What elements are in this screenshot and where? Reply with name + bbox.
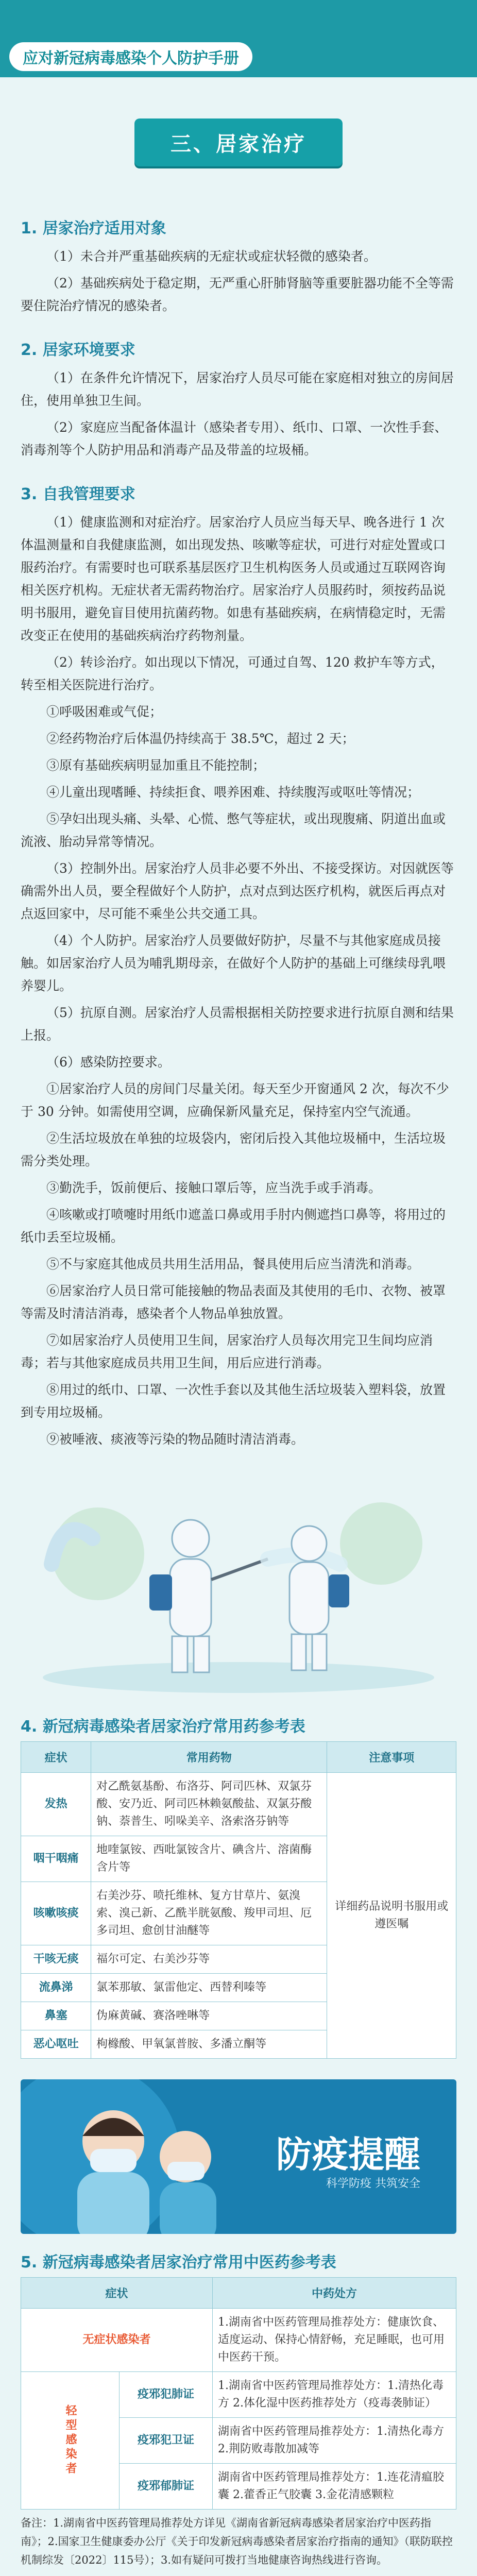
symptom-cell: 疫邪郁肺证 — [120, 2464, 213, 2510]
symptom-cell: 干咳无痰 — [21, 1945, 91, 1974]
top-banner — [0, 0, 477, 77]
paragraph: （2）基础疾病处于稳定期，无严重心肝肺肾脑等重要脏器功能不全等需要住院治疗情况的感染者。 — [21, 276, 454, 313]
paragraph: （1）在条件允许情况下，居家治疗人员尽可能在家庭相对独立的房间居住，使用单独卫生间。 — [21, 370, 454, 408]
disinfection-workers-image — [21, 1461, 456, 1698]
medicine-table — [21, 1741, 456, 2059]
section-title: 三、居家治疗 — [134, 118, 343, 166]
paragraph: （5）抗原自测。居家治疗人员需根据相关防控要求进行抗原自测和结果上报。 — [21, 1005, 454, 1043]
drug-cell: 枸橼酸、甲氧氯普胺、多潘立酮等 — [91, 2030, 327, 2059]
drug-cell: 福尔可定、右美沙芬等 — [91, 1945, 327, 1974]
drug-cell: 氯苯那敏、氯雷他定、西替利嗪等 — [91, 1974, 327, 2002]
heading-tcm-table: 5. 新冠病毒感染者居家治疗常用中医药参考表 — [21, 2253, 336, 2272]
col-header-drug: 常用药物 — [91, 1742, 327, 1773]
list-item: ⑤孕妇出现头痛、头晕、心慌、憋气等症状，或出现腹痛、阴道出血或流液、胎动异常等情况。 — [21, 811, 446, 849]
symptom-cell: 恶心呕吐 — [21, 2030, 91, 2059]
symptom-cell: 无症状感染者 — [21, 2309, 213, 2372]
list-item: ①居家治疗人员的房间门尽量关闭。每天至少开窗通风 2 次，每次不少于 30 分钟。如需使用空调，应确保新风量充足，保持室内空气流通。 — [21, 1081, 449, 1119]
manual-title-pill — [9, 42, 252, 71]
drug-cell: 右美沙芬、喷托维林、复方甘草片、氨溴索、溴己新、乙酰半胱氨酸、羧甲司坦、厄多司坦、愈创甘油醚等 — [91, 1882, 327, 1945]
list-item: ④儿童出现嗜睡、持续拒食、喂养困难、持续腹泻或呕吐等情况； — [46, 785, 420, 800]
drug-cell: 伪麻黄碱、赛洛唑啉等 — [91, 2002, 327, 2030]
table-footnote: 备注：1.湖南省中医药管理局推荐处方详见《湖南省新冠病毒感染者居家治疗中医药指南》；2.国家卫生健康委办公厅《关于印发新冠病毒感染者居家治疗指南的通知》（联防联控机制综发〔2022〕115号）；3.如有疑问可拨打当地健康咨询热线进行咨询。 — [21, 2517, 453, 2566]
category-cell: 轻型感染者 — [21, 2372, 120, 2510]
paragraph: （1）健康监测和对症治疗。居家治疗人员应当每天早、晚各进行 1 次体温测量和自我健康监测，如出现发热、咳嗽等症状，可进行对症处置或口服药治疗。有需要时也可联系基层医疗卫生机构医务人员或通过互联网咨询相关医疗机构。无症状者无需药物治疗。居家治疗人员服药时，须按药品说明书服用，避免盲目使用抗菌药物。如患有基础疾病，在病情稳定时，无需改变正在使用的基础疾病治疗药物剂量。 — [21, 515, 446, 643]
prescription-cell: 湖南省中医药管理局推荐处方：1.清热化毒方 2.荆防败毒散加减等 — [213, 2418, 456, 2464]
disinfection-illustration — [21, 1461, 456, 1698]
symptom-cell: 流鼻涕 — [21, 1974, 91, 2002]
main-content — [21, 196, 456, 2576]
heading-applicable-persons: 1. 居家治疗适用对象 — [21, 219, 166, 238]
list-item: ⑤不与家庭其他成员共用生活用品，餐具使用后应当清洗和消毒。 — [46, 1257, 420, 1272]
col-header-symptom: 症状 — [21, 1742, 91, 1773]
paragraph: （2）家庭应当配备体温计（感染者专用）、纸巾、口罩、一次性手套、消毒剂等个人防护用品和消毒产品及带盖的垃圾桶。 — [21, 420, 448, 457]
table-row — [21, 2372, 456, 2418]
prescription-cell: 1.湖南省中医药管理局推荐处方：1.清热化毒方 2.体化湿中医药推荐处方（疫毒袭肺证） — [213, 2372, 456, 2418]
reminder-subtitle: 科学防疫 共筑安全 — [326, 2177, 420, 2190]
symptom-cell: 发热 — [21, 1773, 91, 1836]
list-item: ⑥居家治疗人员日常可能接触的物品表面及其使用的毛巾、衣物、被罩等需及时清洁消毒，感染者个人物品单独放置。 — [21, 1283, 446, 1321]
list-item: ⑨被唾液、痰液等污染的物品随时清洁消毒。 — [46, 1432, 304, 1447]
symptom-cell: 疫邪犯卫证 — [120, 2418, 213, 2464]
drug-cell: 地喹氯铵、西吡氯铵含片、碘含片、溶菌酶含片等 — [91, 1836, 327, 1882]
drug-cell: 对乙酰氨基酚、布洛芬、阿司匹林、双氯芬酸、安乃近、阿司匹林赖氨酸盐、双氯芬酸钠、萘普生、吲哚美辛、洛索洛芬钠等 — [91, 1773, 327, 1836]
prescription-cell: 1.湖南省中医药管理局推荐处方：健康饮食、适度运动、保持心情舒畅，充足睡眠，也可用中医药干预。 — [213, 2309, 456, 2372]
note-cell: 详细药品说明书服用或遵医嘱 — [327, 1773, 456, 2059]
tcm-table — [21, 2277, 456, 2510]
symptom-cell: 鼻塞 — [21, 2002, 91, 2030]
prescription-cell: 湖南省中医药管理局推荐处方：1.连花清瘟胶囊 2.藿香正气胶囊 3.金花清感颗粒 — [213, 2464, 456, 2510]
list-item: ④咳嗽或打喷嚏时用纸巾遮盖口鼻或用手肘内侧遮挡口鼻等，将用过的纸巾丢至垃圾桶。 — [21, 1207, 446, 1245]
list-item: ⑦如居家治疗人员使用卫生间，居家治疗人员每次用完卫生间均应消毒；若与其他家庭成员共用卫生间，用后应进行消毒。 — [21, 1333, 433, 1370]
list-item: ③原有基础疾病明显加重且不能控制； — [46, 758, 266, 773]
col-header-symptom: 症状 — [21, 2278, 213, 2309]
paragraph: （6）感染防控要求。 — [46, 1055, 171, 1070]
list-item: ②生活垃圾放在单独的垃圾袋内，密闭后投入其他垃圾桶中，生活垃圾需分类处理。 — [21, 1131, 446, 1168]
heading-self-management: 3. 自我管理要求 — [21, 485, 135, 503]
list-item: ②经药物治疗后体温仍持续高于 38.5℃，超过 2 天； — [46, 731, 355, 746]
table-row — [21, 1773, 456, 1836]
paragraph: （3）控制外出。居家治疗人员非必要不外出、不接受探访。对因就医等确需外出人员，要全程做好个人防护，点对点到达医疗机构，就医后再点对点返回家中，尽可能不乘坐公共交通工具。 — [21, 861, 454, 921]
paragraph: （2）转诊治疗。如出现以下情况，可通过自驾、120 救护车等方式，转至相关医院进行治疗。 — [21, 655, 444, 692]
heading-environment: 2. 居家环境要求 — [21, 341, 135, 359]
list-item: ①呼吸困难或气促； — [46, 704, 163, 719]
symptom-cell: 疫邪犯肺证 — [120, 2372, 213, 2418]
heading-medicine-table: 4. 新冠病毒感染者居家治疗常用药参考表 — [21, 1718, 305, 1736]
reminder-title: 防疫提醒 — [276, 2133, 420, 2176]
table-row — [21, 2309, 456, 2372]
col-header-prescription: 中药处方 — [213, 2278, 456, 2309]
manual-title: 应对新冠病毒感染个人防护手册 — [23, 49, 239, 67]
list-item: ⑧用过的纸巾、口罩、一次性手套以及其他生活垃圾装入塑料袋，放置到专用垃圾桶。 — [21, 1382, 446, 1420]
section-header — [0, 118, 477, 166]
col-header-note: 注意事项 — [327, 1742, 456, 1773]
paragraph: （1）未合并严重基础疾病的无症状或症状轻微的感染者。 — [46, 249, 377, 264]
symptom-cell: 咳嗽咳痰 — [21, 1882, 91, 1945]
epidemic-reminder-banner — [21, 2079, 456, 2234]
paragraph: （4）个人防护。居家治疗人员要做好防护，尽量不与其他家庭成员接触。如居家治疗人员为哺乳期母亲，在做好个人防护的基础上可继续母乳喂养婴儿。 — [21, 933, 446, 993]
symptom-cell: 咽干咽痛 — [21, 1836, 91, 1882]
list-item: ③勤洗手，饭前便后、接触口罩后等，应当洗手或手消毒。 — [46, 1180, 382, 1195]
